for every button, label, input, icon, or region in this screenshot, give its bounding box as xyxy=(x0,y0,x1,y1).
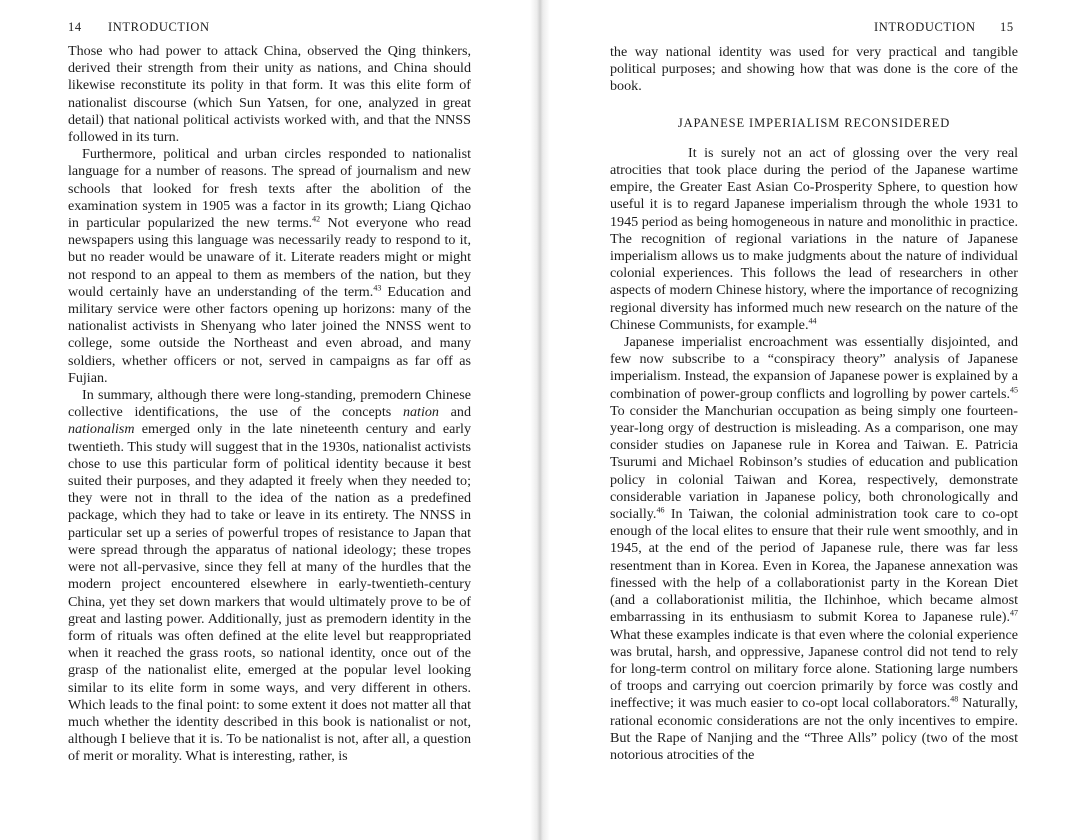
paragraph xyxy=(68,146,471,387)
paragraph xyxy=(610,145,1018,334)
paragraph xyxy=(68,387,471,765)
text-run: and xyxy=(438,404,471,421)
paragraph xyxy=(610,44,1018,96)
page-number: 14 xyxy=(68,20,82,34)
text-run: emerged only in the late nineteenth century and early twentieth. This study will suggest that in the 1930s, nationalist activists chose to use this particular form of political identity because it best suited their purposes, and they adapted it freely when they needed to; they were not in thrall to the idea of the nation as a predefined package, which they had to take or leave in its entirety. The NNSS in particular set up a series of powerful tropes of resistance to Japan that were spread through the apparatus of national ideology; these tropes were not all-pervasive, since they fell at many of the hurdles that the modern project encountered elsewhere in early-twentieth-century China, yet they set down markers that would ultimately prove to be of great and lasting power. Additionally, just as premodern identity in the form of rituals was often defined at the elite level but reappropriated when it reached the grass roots, so national identity, once out of the grasp of the nationalist elite, emerged at the popular level looking similar to its elite form in some ways, and very different in others. Which leads to the final point: to some extent it does not matter all that much whether the identity described in this book is nationalist or not, although I believe that it is. To be nationalist is not, after all, a question of merit or morality. What is interesting, rather, is xyxy=(68,421,471,765)
running-head: INTRODUCTION xyxy=(108,20,210,34)
text-run: the way national identity was used for very practical and tangible political purposes; and showing how that was done is the core of the book. xyxy=(610,44,1018,95)
footnote-ref: 44 xyxy=(808,316,817,326)
right-page xyxy=(542,0,1080,840)
text-run: What these examples indicate is that even where the colonial experience was brutal, harsh, and oppressive, Japanese control did not tend to rely for long-term control on military force alone. Stationing large numbers of troops and carrying out coercion primarily by force was costly and ineffective; it was much easier to co-opt local collaborators. xyxy=(610,626,1018,712)
running-head: INTRODUCTION xyxy=(874,20,976,34)
footnote-ref: 45 xyxy=(1010,384,1018,394)
paragraph xyxy=(68,43,471,146)
footnote-ref: 47 xyxy=(1010,608,1018,618)
page-number: 15 xyxy=(1000,20,1014,34)
text-run: In summary, although there were long-standing, premodern Chinese collective identifications, the use of the concepts xyxy=(68,387,471,421)
paragraph xyxy=(610,334,1018,764)
section-heading: JAPANESE IMPERIALISM RECONSIDERED xyxy=(677,115,951,130)
footnote-ref: 46 xyxy=(656,505,665,515)
footnote-ref: 48 xyxy=(950,694,959,704)
text-run: Naturally, rational economic considerations are not the only incentives to empire. But the Rape of Nanjing and the “Three Alls” policy (two of the most notorious atrocities of the xyxy=(610,695,1018,763)
text-run: Those who had power to attack China, observed the Qing thinkers, derived their strength from their unity as nations, and China should likewise reconstitute its polity in that form. It was this elite form of nationalist discourse (which Sun Yatsen, for one, analyzed in great detail) that national political activists worked with, and that the NNSS followed in its turn. xyxy=(68,43,471,146)
footnote-ref: 43 xyxy=(373,283,382,293)
italic-term: nationalism xyxy=(68,421,135,438)
body-text xyxy=(68,43,471,766)
text-run: Education and military service were other factors opening up horizons: many of the nationalist activists in Shenyang who later joined the NNSS went to college, some outside the Northeast and even abroad, and many soldiers, whether officers or not, served in campaigns as far off as Fujian. xyxy=(68,283,472,386)
text-run: In Taiwan, the colonial administration took care to co-opt enough of the local elites to ensure that their rule went smoothly, and in 1945, at the end of the period of Japanese rule, there was far less resentment than in Korea. Even in Korea, the Japanese annexation was finessed with the help of a collaborationist party in the Korean Diet (and a collaborationist militia, the Ilchinhoe, which became almost embarrassing in its enthusiasm to submit Korea to Japanese rule). xyxy=(610,506,1018,626)
text-run: To consider the Manchurian occupation as being simply one fourteen-year-long orgy of destruction is misleading. As a comparison, one may consider studies on Japanese rule in Korea and Taiwan. E. Patricia Tsurumi and Michael Robinson’s studies of education and publication policy in colonial Taiwan and Korea, respectively, demonstrate considerable variation in Japanese policy, both chronologically and socially. xyxy=(610,402,1018,523)
text-run: It is surely not an act of glossing over the very real atrocities that took place during the period of the Japanese wartime empire, the Greater East Asian Co-Prosperity Sphere, to question how useful it is to regard Japanese imperialism through the whole 1931 to 1945 period as being homogeneous in nature and monolithic in practice. The recognition of regional variations in the nature of Japanese imperialism allows us to make judgments about the nature of individual colonial experiences. This follows the lead of researchers in other aspects of modern Chinese history, where the importance of recognizing regional diversity has informed much new research on the nature of the Chinese Communists, for example. xyxy=(610,144,1018,333)
left-page xyxy=(0,0,538,840)
body-text xyxy=(610,44,1018,764)
italic-term: nation xyxy=(402,404,439,421)
footnote-ref: 42 xyxy=(312,214,321,224)
text-run: Furthermore, political and urban circles responded to nationalist language for a number of reasons. The spread of journalism and new schools that looked for fresh texts after the abolition of the examination system in 1905 was a factor in its growth; Liang Qichao in particular popularized the new terms. xyxy=(68,146,471,232)
text-run: Japanese imperialist encroachment was essentially disjointed, and few now subscribe to a “conspiracy theory” analysis of Japanese imperialism. Instead, the expansion of Japanese power is explained by a combination of power-group conflicts and logrolling by power cartels. xyxy=(610,334,1018,402)
text-run: Not everyone who read newspapers using this language was necessarily ready to respond to it, but no reader would be unaware of it. Literate readers might or might not respond to an appeal to them as members of the nation, but they would certainly have an understanding of the term. xyxy=(68,215,472,300)
